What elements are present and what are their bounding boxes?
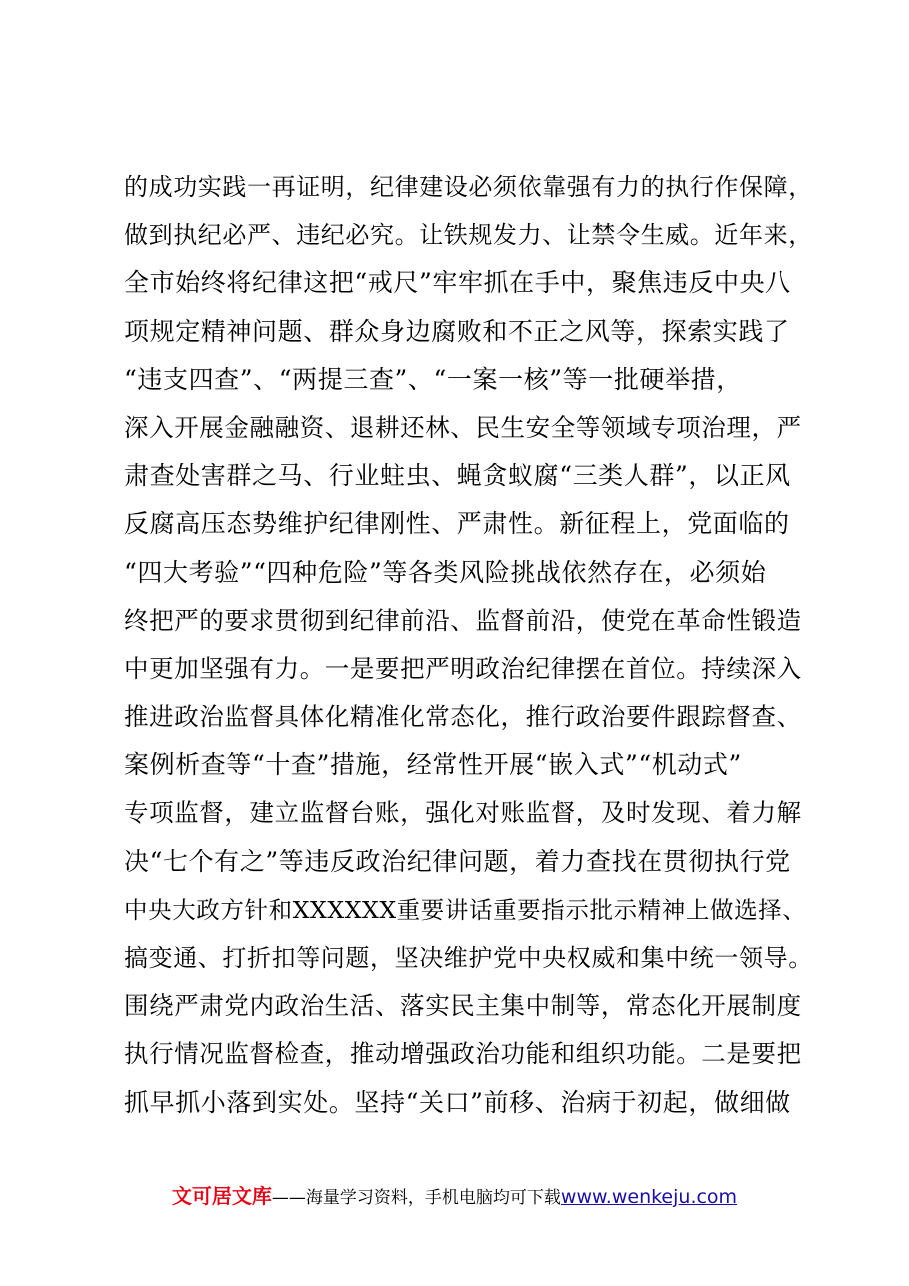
footer-banner [0, 1180, 909, 1212]
text-line: 做到执纪必严、违纪必究。让铁规发力、让禁令生威。近年来， [124, 221, 813, 250]
text-line: 执行情况监督检查，推动增强政治功能和组织功能。二是要把 [124, 1039, 802, 1069]
text-line: “违支四查”、“两提三查”、“一案一核”等一批硬举措， [124, 364, 742, 394]
text-line: 中更加坚强有力。一是要把严明政治纪律摆在首位。持续深入 [124, 653, 802, 683]
text-line: 搞变通、打折扣等问题，坚决维护党中央权威和集中统一领导。 [124, 944, 813, 972]
footer-brand: 文可居文库 [171, 1184, 272, 1208]
body-text [124, 163, 814, 1127]
text-line: 反腐高压态势维护纪律刚性、严肃性。新征程上，党面临的 [124, 509, 790, 539]
text-line: 专项监督，建立监督台账，强化对账监督，及时发现、着力解 [124, 798, 802, 828]
text-line: 终把严的要求贯彻到纪律前沿、监督前沿，使党在革命性锻造 [124, 605, 802, 635]
text-line: 推进政治监督具体化精准化常态化，推行政治要件跟踪督查、 [124, 702, 802, 732]
text-line: “四大考验”“四种危险”等各类风险挑战依然存在，必须始 [124, 557, 767, 587]
text-line: 的成功实践一再证明，纪律建设必须依靠强有力的执行作保障， [124, 173, 813, 201]
text-line: 肃查处害群之马、行业蛀虫、蝇贪蚁腐“三类人群”，以正风 [124, 461, 791, 491]
footer-website-link[interactable]: www.wenkeju.com [560, 1186, 738, 1208]
text-line: 中央大政方针和XXXXXX重要讲话重要指示批示精神上做选择、 [124, 895, 807, 924]
footer-tagline: ——海量学习资料，手机电脑均可下载 [271, 1188, 561, 1208]
text-line: 案例析查等“十查”措施，经常性开展“嵌入式”“机动式” [124, 750, 742, 780]
text-line: 项规定精神问题、群众身边腐败和不正之风等，探索实践了 [124, 316, 790, 346]
text-line: 全市始终将纪律这把“戒尺”牢牢抓在手中，聚焦违反中央八 [124, 268, 791, 298]
text-line: 决“七个有之”等违反政治纪律问题，着力查找在贯彻执行党 [124, 846, 791, 876]
text-line: 围绕严肃党内政治生活、落实民主集中制等，常态化开展制度 [124, 991, 802, 1021]
text-line: 抓早抓小落到实处。坚持“关口”前移、治病于初起，做细做 [124, 1087, 791, 1117]
text-line: 深入开展金融融资、退耕还林、民生安全等领域专项治理，严 [124, 412, 802, 442]
